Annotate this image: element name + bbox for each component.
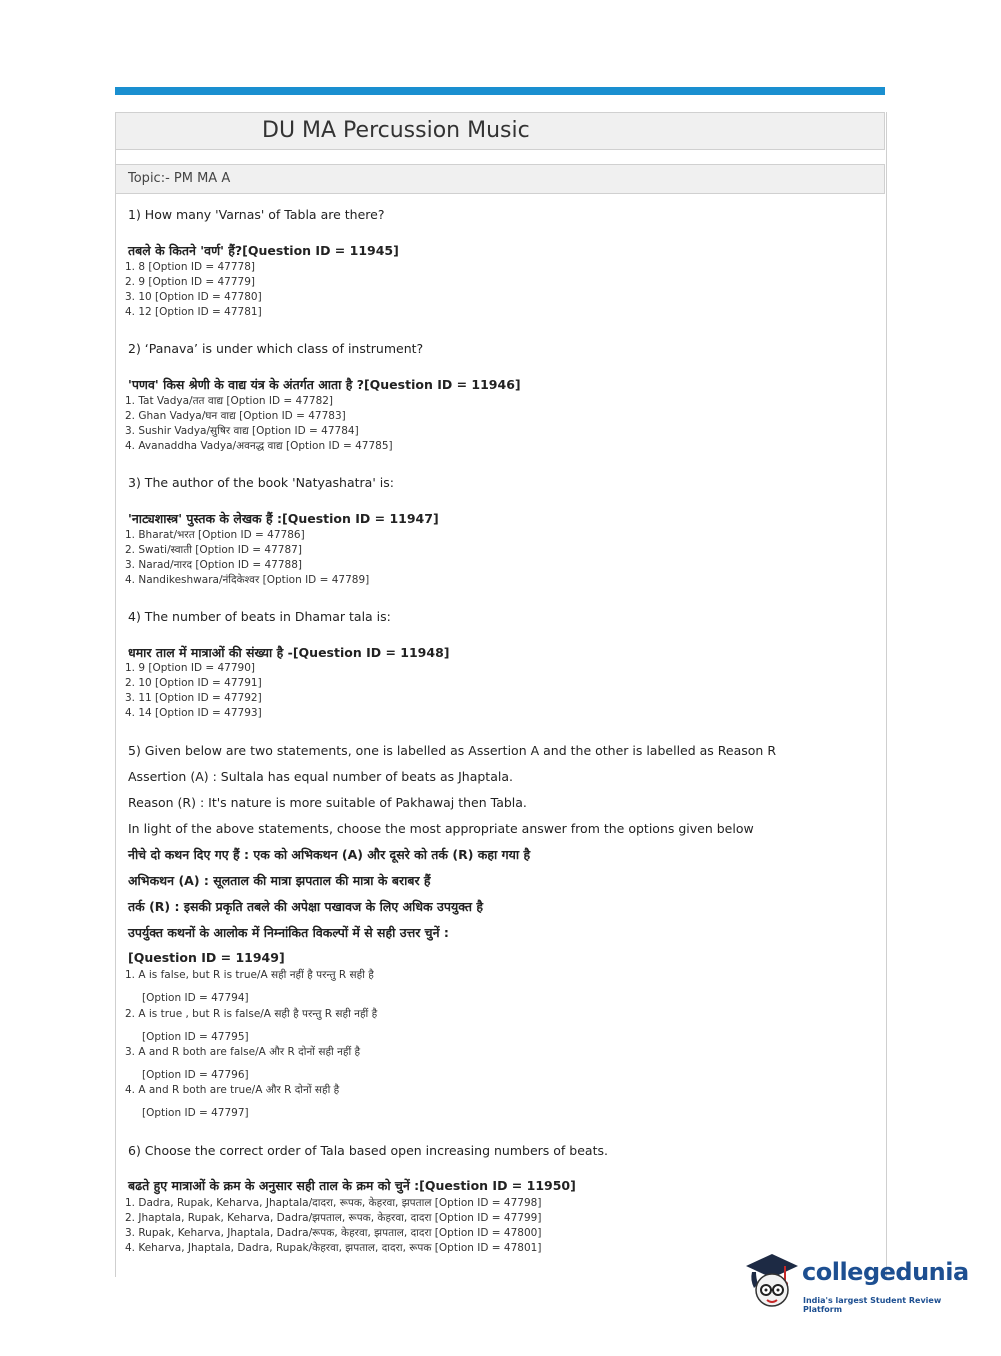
brand-tagline: India's largest Student Review Platform: [803, 1296, 942, 1314]
question-1-hindi: तबले के कितने 'वर्ण' हैं?[Question ID = 11945]: [128, 243, 399, 258]
question-6-hindi: बढते हुए मात्राओं के क्रम के अनुसार सही ताल के क्रम को चुनें :[Question ID = 11950]: [128, 1178, 576, 1193]
topic-box: [115, 164, 885, 194]
question-6: 6) Choose the correct order of Tala based open increasing numbers of beats.: [128, 1143, 608, 1158]
question-2-hindi: 'पणव' किस श्रेणी के वाद्य यंत्र के अंतर्गत आता है ?[Question ID = 11946]: [128, 377, 521, 392]
option-id: [Option ID = 47794]: [142, 992, 249, 1004]
option: 2. 9 [Option ID = 47779]: [125, 276, 256, 288]
question-5-assertion: Assertion (A) : Sultala has equal number of beats as Jhaptala.: [128, 769, 513, 784]
option: 4. Avanaddha Vadya/अवनद्ध वाद्य [Option ID = 47785]: [125, 440, 393, 452]
question-5-hindi-line: नीचे दो कथन दिए गए हैं : एक को अभिकथन (A) और दूसरे को तर्क (R) कहा गया है: [128, 847, 531, 862]
title-gap: [115, 148, 885, 165]
option: 4. Nandikeshwara/नंदिकेश्वर [Option ID = 47789]: [125, 574, 370, 586]
question-5-hindi-line: अभिकथन (A) : सूलताल की मात्रा झपताल की मात्रा के बराबर हैं: [128, 873, 431, 888]
question-3-hindi: 'नाट्यशास्त्र' पुस्तक के लेखक हैं :[Question ID = 11947]: [128, 511, 439, 526]
question-5-hindi-line: उपर्युक्त कथनों के आलोक में निम्नांकित विकल्पों में से सही उत्तर चुनें :: [128, 925, 449, 940]
option: 2. 10 [Option ID = 47791]: [125, 677, 262, 689]
option: 1. A is false, but R is true/A सही नहीं है परन्तु R सही है: [125, 969, 374, 981]
option: 1. Bharat/भरत [Option ID = 47786]: [125, 529, 305, 541]
cap-mascot-icon: [742, 1250, 800, 1312]
option-id: [Option ID = 47795]: [142, 1031, 249, 1043]
option: 1. Tat Vadya/तत वाद्य [Option ID = 47782]: [125, 395, 334, 407]
option: 2. A is true , but R is false/A सही है परन्तु R सही नहीं है: [125, 1008, 378, 1020]
option: 4. A and R both are true/A और R दोनों सही है: [125, 1084, 340, 1096]
question-2: 2) ‘Panava’ is under which class of instrument?: [128, 341, 424, 356]
option: 2. Ghan Vadya/घन वाद्य [Option ID = 47783]: [125, 410, 346, 422]
option: 4. 12 [Option ID = 47781]: [125, 306, 262, 318]
option: 3. Sushir Vadya/सुषिर वाद्य [Option ID = 47784]: [125, 425, 359, 437]
option: 3. 11 [Option ID = 47792]: [125, 692, 262, 704]
question-3: 3) The author of the book 'Natyashatra' is:: [128, 475, 394, 490]
option: 1. Dadra, Rupak, Keharva, Jhaptala/दादरा, रूपक, केहरवा, झपताल [Option ID = 47798]: [125, 1197, 542, 1209]
option: 2. Swati/स्वाती [Option ID = 47787]: [125, 544, 302, 556]
topic-label: Topic:- PM MA A: [128, 171, 231, 186]
question-4-hindi: धमार ताल में मात्राओं की संख्या है -[Question ID = 11948]: [128, 645, 450, 660]
page-title: DU MA Percussion Music: [262, 118, 530, 143]
brand-logo[interactable]: [742, 1250, 969, 1314]
option-id: [Option ID = 47796]: [142, 1069, 249, 1081]
option: 3. A and R both are false/A और R दोनों सही नहीं है: [125, 1046, 361, 1058]
option: 4. 14 [Option ID = 47793]: [125, 707, 262, 719]
option-id: [Option ID = 47797]: [142, 1107, 249, 1119]
option: 4. Keharva, Jhaptala, Dadra, Rupak/केहरवा, झपताल, दादरा, रूपक [Option ID = 47801]: [125, 1242, 542, 1254]
question-5: 5) Given below are two statements, one is labelled as Assertion A and the other is labelled as Reason R: [128, 743, 776, 758]
question-5-instruction: In light of the above statements, choose the most appropriate answer from the options given below: [128, 821, 754, 836]
option: 1. 9 [Option ID = 47790]: [125, 662, 256, 674]
option: 3. Rupak, Keharva, Jhaptala, Dadra/रूपक, केहरवा, झपताल, दादरा [Option ID = 47800]: [125, 1227, 542, 1239]
title-box: [115, 112, 885, 150]
option: 2. Jhaptala, Rupak, Keharva, Dadra/झपताल, रूपक, केहरवा, दादरा [Option ID = 47799]: [125, 1212, 542, 1224]
question-1: 1) How many 'Varnas' of Tabla are there?: [128, 207, 385, 222]
question-5-reason: Reason (R) : It's nature is more suitable of Pakhawaj then Tabla.: [128, 795, 527, 810]
brand-name: collegedunia: [802, 1258, 969, 1286]
option: 3. 10 [Option ID = 47780]: [125, 291, 262, 303]
question-5-id: [Question ID = 11949]: [128, 950, 285, 965]
question-4: 4) The number of beats in Dhamar tala is:: [128, 609, 391, 624]
option: 1. 8 [Option ID = 47778]: [125, 261, 256, 273]
question-5-hindi-line: तर्क (R) : इसकी प्रकृति तबले की अपेक्षा पखावज के लिए अधिक उपयुक्त है: [128, 899, 484, 914]
top-accent-bar: [115, 87, 885, 95]
option: 3. Narad/नारद [Option ID = 47788]: [125, 559, 302, 571]
